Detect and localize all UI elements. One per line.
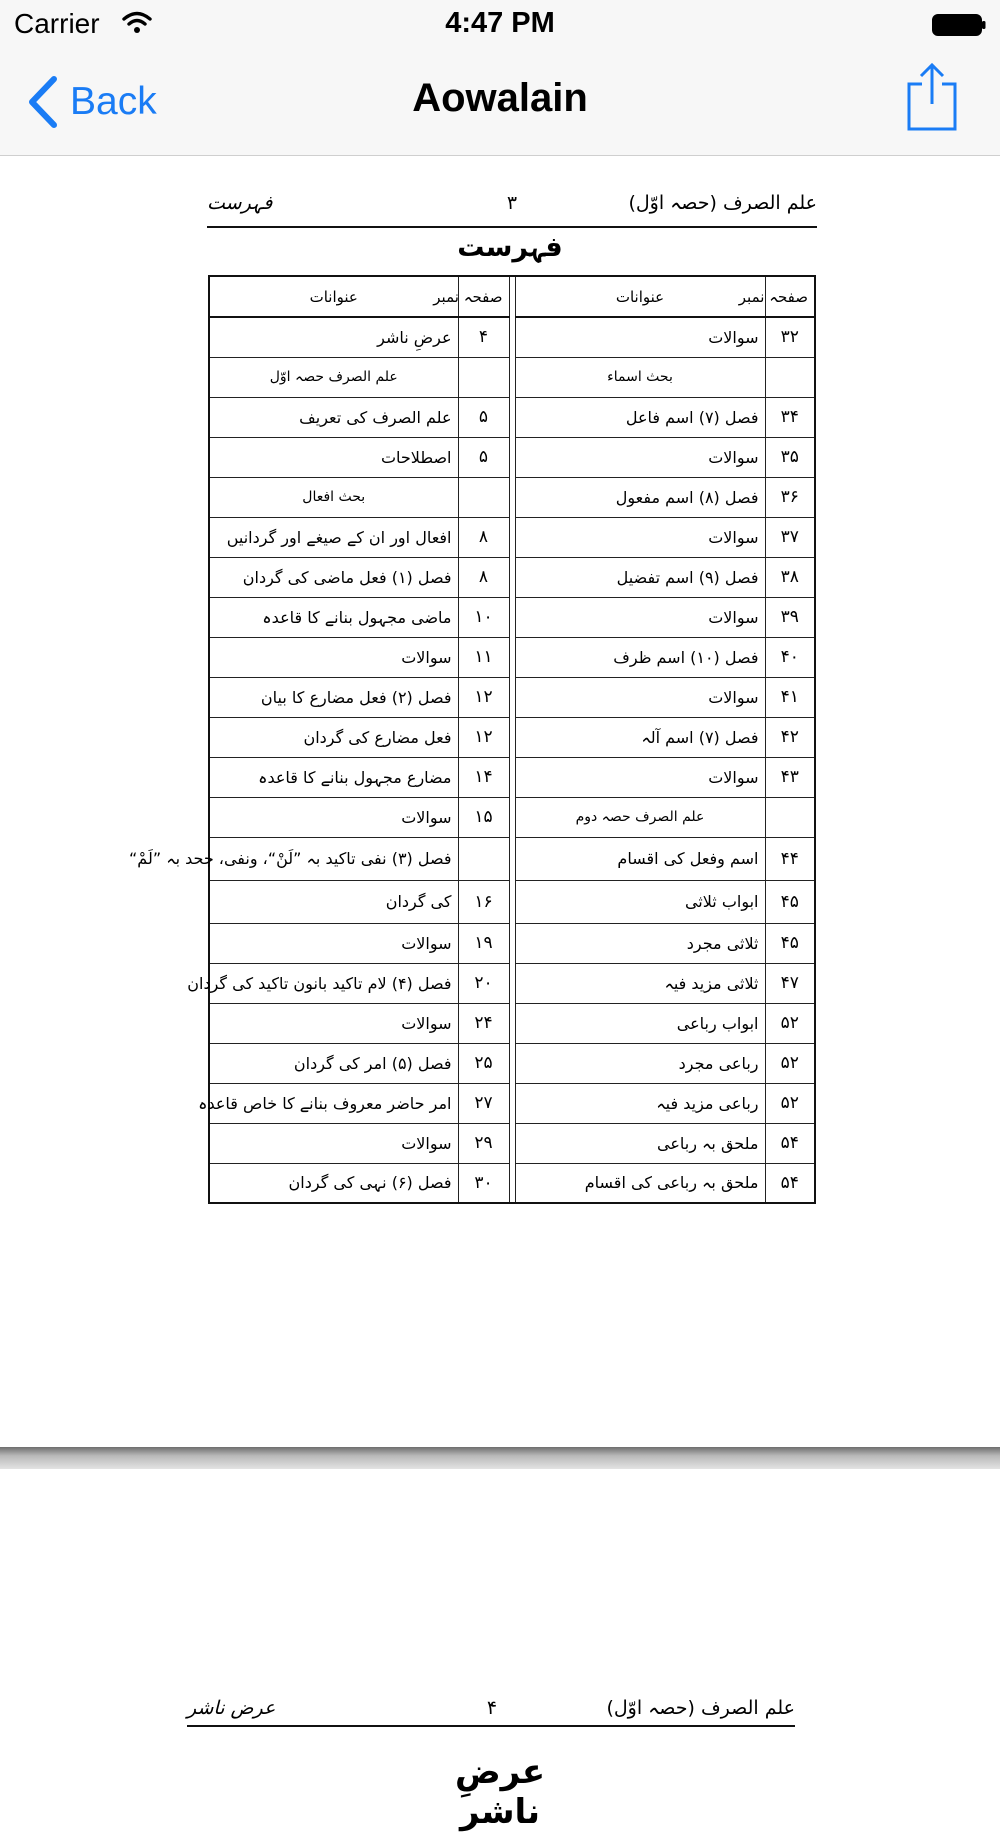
table-row bbox=[209, 317, 815, 357]
toc-page-number-left: ۳۷ bbox=[765, 517, 815, 557]
toc-entry-right: افعال اور ان کے صیغے اور گردانیں bbox=[209, 517, 458, 557]
toc-page-number-right: ۵ bbox=[458, 437, 509, 477]
header-section-name: فہرست bbox=[207, 192, 273, 214]
page-separator bbox=[0, 1447, 1000, 1469]
table-row bbox=[209, 717, 815, 757]
column-divider bbox=[509, 557, 515, 597]
toc-page-number-left bbox=[765, 797, 815, 837]
toc-entry-right: کی گردان bbox=[209, 880, 458, 923]
toc-page-number-right: ۲۰ bbox=[458, 963, 509, 1003]
column-divider bbox=[509, 317, 515, 357]
column-divider bbox=[509, 1163, 515, 1203]
toc-entry-right: سوالات bbox=[209, 1003, 458, 1043]
toc-page-number-left: ۳۹ bbox=[765, 597, 815, 637]
toc-page-number-right: ۲۴ bbox=[458, 1003, 509, 1043]
toc-page-number-left: ۴۰ bbox=[765, 637, 815, 677]
table-row bbox=[209, 1043, 815, 1083]
toc-entry-left: سوالات bbox=[515, 757, 765, 797]
column-header-page: صفحہ نمبر bbox=[458, 276, 509, 317]
toc-entry-left: بحث اسماء bbox=[515, 357, 765, 397]
column-divider bbox=[509, 923, 515, 963]
toc-page-number-right bbox=[458, 477, 509, 517]
column-divider bbox=[509, 357, 515, 397]
table-row bbox=[209, 677, 815, 717]
toc-page-number-right bbox=[458, 357, 509, 397]
table-row bbox=[209, 557, 815, 597]
column-divider bbox=[509, 276, 515, 317]
toc-entry-right: اصطلاحات bbox=[209, 437, 458, 477]
toc-entry-right: سوالات bbox=[209, 1123, 458, 1163]
toc-page-number-right: ۲۵ bbox=[458, 1043, 509, 1083]
toc-entry-left: سوالات bbox=[515, 437, 765, 477]
toc-entry-right: مضارع مجہول بنانے کا قاعدہ bbox=[209, 757, 458, 797]
column-divider bbox=[509, 397, 515, 437]
page-1-running-head bbox=[207, 192, 817, 228]
status-bar bbox=[0, 0, 1000, 52]
toc-page-number-left: ۳۲ bbox=[765, 317, 815, 357]
toc-entry-left: ملحق بہ رباعی bbox=[515, 1123, 765, 1163]
column-divider bbox=[509, 637, 515, 677]
column-divider bbox=[509, 717, 515, 757]
toc-entry-left: فصل (۷) اسم آلہ bbox=[515, 717, 765, 757]
toc-entry-right: علم الصرف کی تعریف bbox=[209, 397, 458, 437]
toc-page-number-left: ۵۲ bbox=[765, 1083, 815, 1123]
table-row bbox=[209, 477, 815, 517]
toc-entry-right: سوالات bbox=[209, 637, 458, 677]
column-header-title: عنوانات bbox=[209, 276, 458, 317]
column-divider bbox=[509, 1003, 515, 1043]
toc-page-number-left: ۴۷ bbox=[765, 963, 815, 1003]
table-row bbox=[209, 637, 815, 677]
page-2-running-head bbox=[187, 1697, 795, 1727]
toc-entry-left: سوالات bbox=[515, 317, 765, 357]
toc-entry-right: فصل (۵) امر کی گردان bbox=[209, 1043, 458, 1083]
table-row bbox=[209, 397, 815, 437]
toc-entry-left: رباعی مجرد bbox=[515, 1043, 765, 1083]
toc-page-number-right: ۳۰ bbox=[458, 1163, 509, 1203]
toc-entry-right: فصل (۲) فعل مضارع کا بیان bbox=[209, 677, 458, 717]
table-row bbox=[209, 1003, 815, 1043]
column-divider bbox=[509, 437, 515, 477]
toc-page-number-right: ۸ bbox=[458, 557, 509, 597]
toc-entry-left: فصل (۷) اسم فاعل bbox=[515, 397, 765, 437]
back-label: Back bbox=[70, 80, 157, 123]
toc-page-number-right bbox=[458, 837, 509, 880]
column-divider bbox=[509, 757, 515, 797]
header-page-number: ۳ bbox=[506, 192, 518, 214]
toc-page-number-left: ۳۸ bbox=[765, 557, 815, 597]
header-page-number: ۴ bbox=[486, 1697, 498, 1719]
toc-heading: فہرست bbox=[457, 232, 563, 263]
toc-page-number-left: ۳۴ bbox=[765, 397, 815, 437]
toc-entry-right: علم الصرف حصہ اوّل bbox=[209, 357, 458, 397]
toc-entry-right: فعل مضارع کی گردان bbox=[209, 717, 458, 757]
toc-entry-right: بحث افعال bbox=[209, 477, 458, 517]
column-divider bbox=[509, 1043, 515, 1083]
toc-entry-right: ماضی مجہول بنانے کا قاعدہ bbox=[209, 597, 458, 637]
table-row bbox=[209, 1163, 815, 1203]
toc-entry-right: فصل (۶) نہی کی گردان bbox=[209, 1163, 458, 1203]
table-row bbox=[209, 597, 815, 637]
toc-entry-left: ابواب ثلاثی bbox=[515, 880, 765, 923]
table-row bbox=[209, 517, 815, 557]
column-divider bbox=[509, 837, 515, 880]
toc-page-number-right: ۱۹ bbox=[458, 923, 509, 963]
page-2-heading: عرضِ ناشر bbox=[454, 1752, 546, 1832]
toc-page-number-right: ۲۷ bbox=[458, 1083, 509, 1123]
toc-entry-left: فصل (۸) اسم مفعول bbox=[515, 477, 765, 517]
toc-entry-right: فصل (۱) فعل ماضی کی گردان bbox=[209, 557, 458, 597]
toc-entry-left: سوالات bbox=[515, 677, 765, 717]
toc-page-number-right: ۱۲ bbox=[458, 677, 509, 717]
battery-icon bbox=[932, 14, 986, 36]
column-divider bbox=[509, 477, 515, 517]
column-header-title: عنوانات bbox=[515, 276, 765, 317]
table-row bbox=[209, 837, 815, 880]
toc-entry-left: رباعی مزید فیہ bbox=[515, 1083, 765, 1123]
table-row bbox=[209, 1083, 815, 1123]
toc-page-number-right: ۱۰ bbox=[458, 597, 509, 637]
column-divider bbox=[509, 963, 515, 1003]
toc-page-number-left: ۴۵ bbox=[765, 923, 815, 963]
toc-page-number-left: ۳۵ bbox=[765, 437, 815, 477]
toc-entry-right: فصل (۴) لام تاکید بانون تاکید کی گردان bbox=[209, 963, 458, 1003]
table-row bbox=[209, 357, 815, 397]
column-divider bbox=[509, 880, 515, 923]
toc-entry-left: سوالات bbox=[515, 517, 765, 557]
table-header-row bbox=[209, 276, 815, 317]
toc-page-number-left: ۵۲ bbox=[765, 1003, 815, 1043]
toc-entry-left: ثلاثی مزید فیہ bbox=[515, 963, 765, 1003]
table-row bbox=[209, 757, 815, 797]
toc-entry-left: ابواب رباعی bbox=[515, 1003, 765, 1043]
toc-entry-left: ثلاثی مجرد bbox=[515, 923, 765, 963]
toc-page-number-left: ۴۴ bbox=[765, 837, 815, 880]
table-row bbox=[209, 1123, 815, 1163]
toc-page-number-right: ۱۱ bbox=[458, 637, 509, 677]
toc-entry-left: اسم وفعل کی اقسام bbox=[515, 837, 765, 880]
toc-page-number-right: ۵ bbox=[458, 397, 509, 437]
toc-entry-right: سوالات bbox=[209, 923, 458, 963]
toc-page-number-left: ۵۴ bbox=[765, 1123, 815, 1163]
toc-page-number-right: ۱۶ bbox=[458, 880, 509, 923]
toc-page-number-right: ۱۴ bbox=[458, 757, 509, 797]
column-divider bbox=[509, 597, 515, 637]
toc-page-number-right: ۱۲ bbox=[458, 717, 509, 757]
table-row bbox=[209, 880, 815, 923]
toc-entry-left: ملحق بہ رباعی کی اقسام bbox=[515, 1163, 765, 1203]
toc-page-number-right: ۱۵ bbox=[458, 797, 509, 837]
header-section-name: عرض ناشر bbox=[187, 1697, 276, 1719]
status-time: 4:47 PM bbox=[445, 7, 555, 39]
toc-entry-right: سوالات bbox=[209, 797, 458, 837]
toc-entry-right: عرضِ ناشر bbox=[209, 317, 458, 357]
table-row bbox=[209, 797, 815, 837]
header-book-title: علم الصرف (حصہ اوّل) bbox=[628, 192, 817, 214]
toc-entry-right: امر حاضر معروف بنانے کا خاص قاعدہ bbox=[209, 1083, 458, 1123]
header-book-title: علم الصرف (حصہ اوّل) bbox=[606, 1697, 795, 1719]
toc-entry-left: فصل (۱۰) اسم ظرف bbox=[515, 637, 765, 677]
toc-page-number-left bbox=[765, 357, 815, 397]
toc-page-number-left: ۵۴ bbox=[765, 1163, 815, 1203]
page-title: Aowalain bbox=[412, 76, 588, 120]
table-of-contents bbox=[129, 275, 816, 1204]
column-divider bbox=[509, 1123, 515, 1163]
toc-entry-left: سوالات bbox=[515, 597, 765, 637]
toc-page-number-right: ۲۹ bbox=[458, 1123, 509, 1163]
table-row bbox=[209, 437, 815, 477]
column-divider bbox=[509, 517, 515, 557]
toc-page-number-left: ۳۶ bbox=[765, 477, 815, 517]
share-icon[interactable] bbox=[906, 62, 958, 132]
toc-entry-left: فصل (۹) اسم تفضیل bbox=[515, 557, 765, 597]
carrier-label: Carrier bbox=[14, 8, 100, 39]
table-row bbox=[209, 923, 815, 963]
column-divider bbox=[509, 1083, 515, 1123]
table-row bbox=[209, 963, 815, 1003]
toc-page-number-left: ۴۲ bbox=[765, 717, 815, 757]
toc-entry-left: علم الصرف حصہ دوم bbox=[515, 797, 765, 837]
column-divider bbox=[509, 677, 515, 717]
column-divider bbox=[509, 797, 515, 837]
navigation-bar bbox=[0, 52, 1000, 156]
toc-rows bbox=[129, 317, 815, 1203]
column-header-page: صفحہ نمبر bbox=[765, 276, 815, 317]
toc-page-number-left: ۴۳ bbox=[765, 757, 815, 797]
toc-page-number-left: ۴۱ bbox=[765, 677, 815, 717]
toc-entry-right: فصل (۳) نفی تاکید بہ ”لَنْ“، ونفی، جحد بہ ”لَمْ“ bbox=[209, 837, 458, 880]
toc-page-number-right: ۴ bbox=[458, 317, 509, 357]
toc-page-number-right: ۸ bbox=[458, 517, 509, 557]
toc-page-number-left: ۵۲ bbox=[765, 1043, 815, 1083]
toc-page-number-left: ۴۵ bbox=[765, 880, 815, 923]
